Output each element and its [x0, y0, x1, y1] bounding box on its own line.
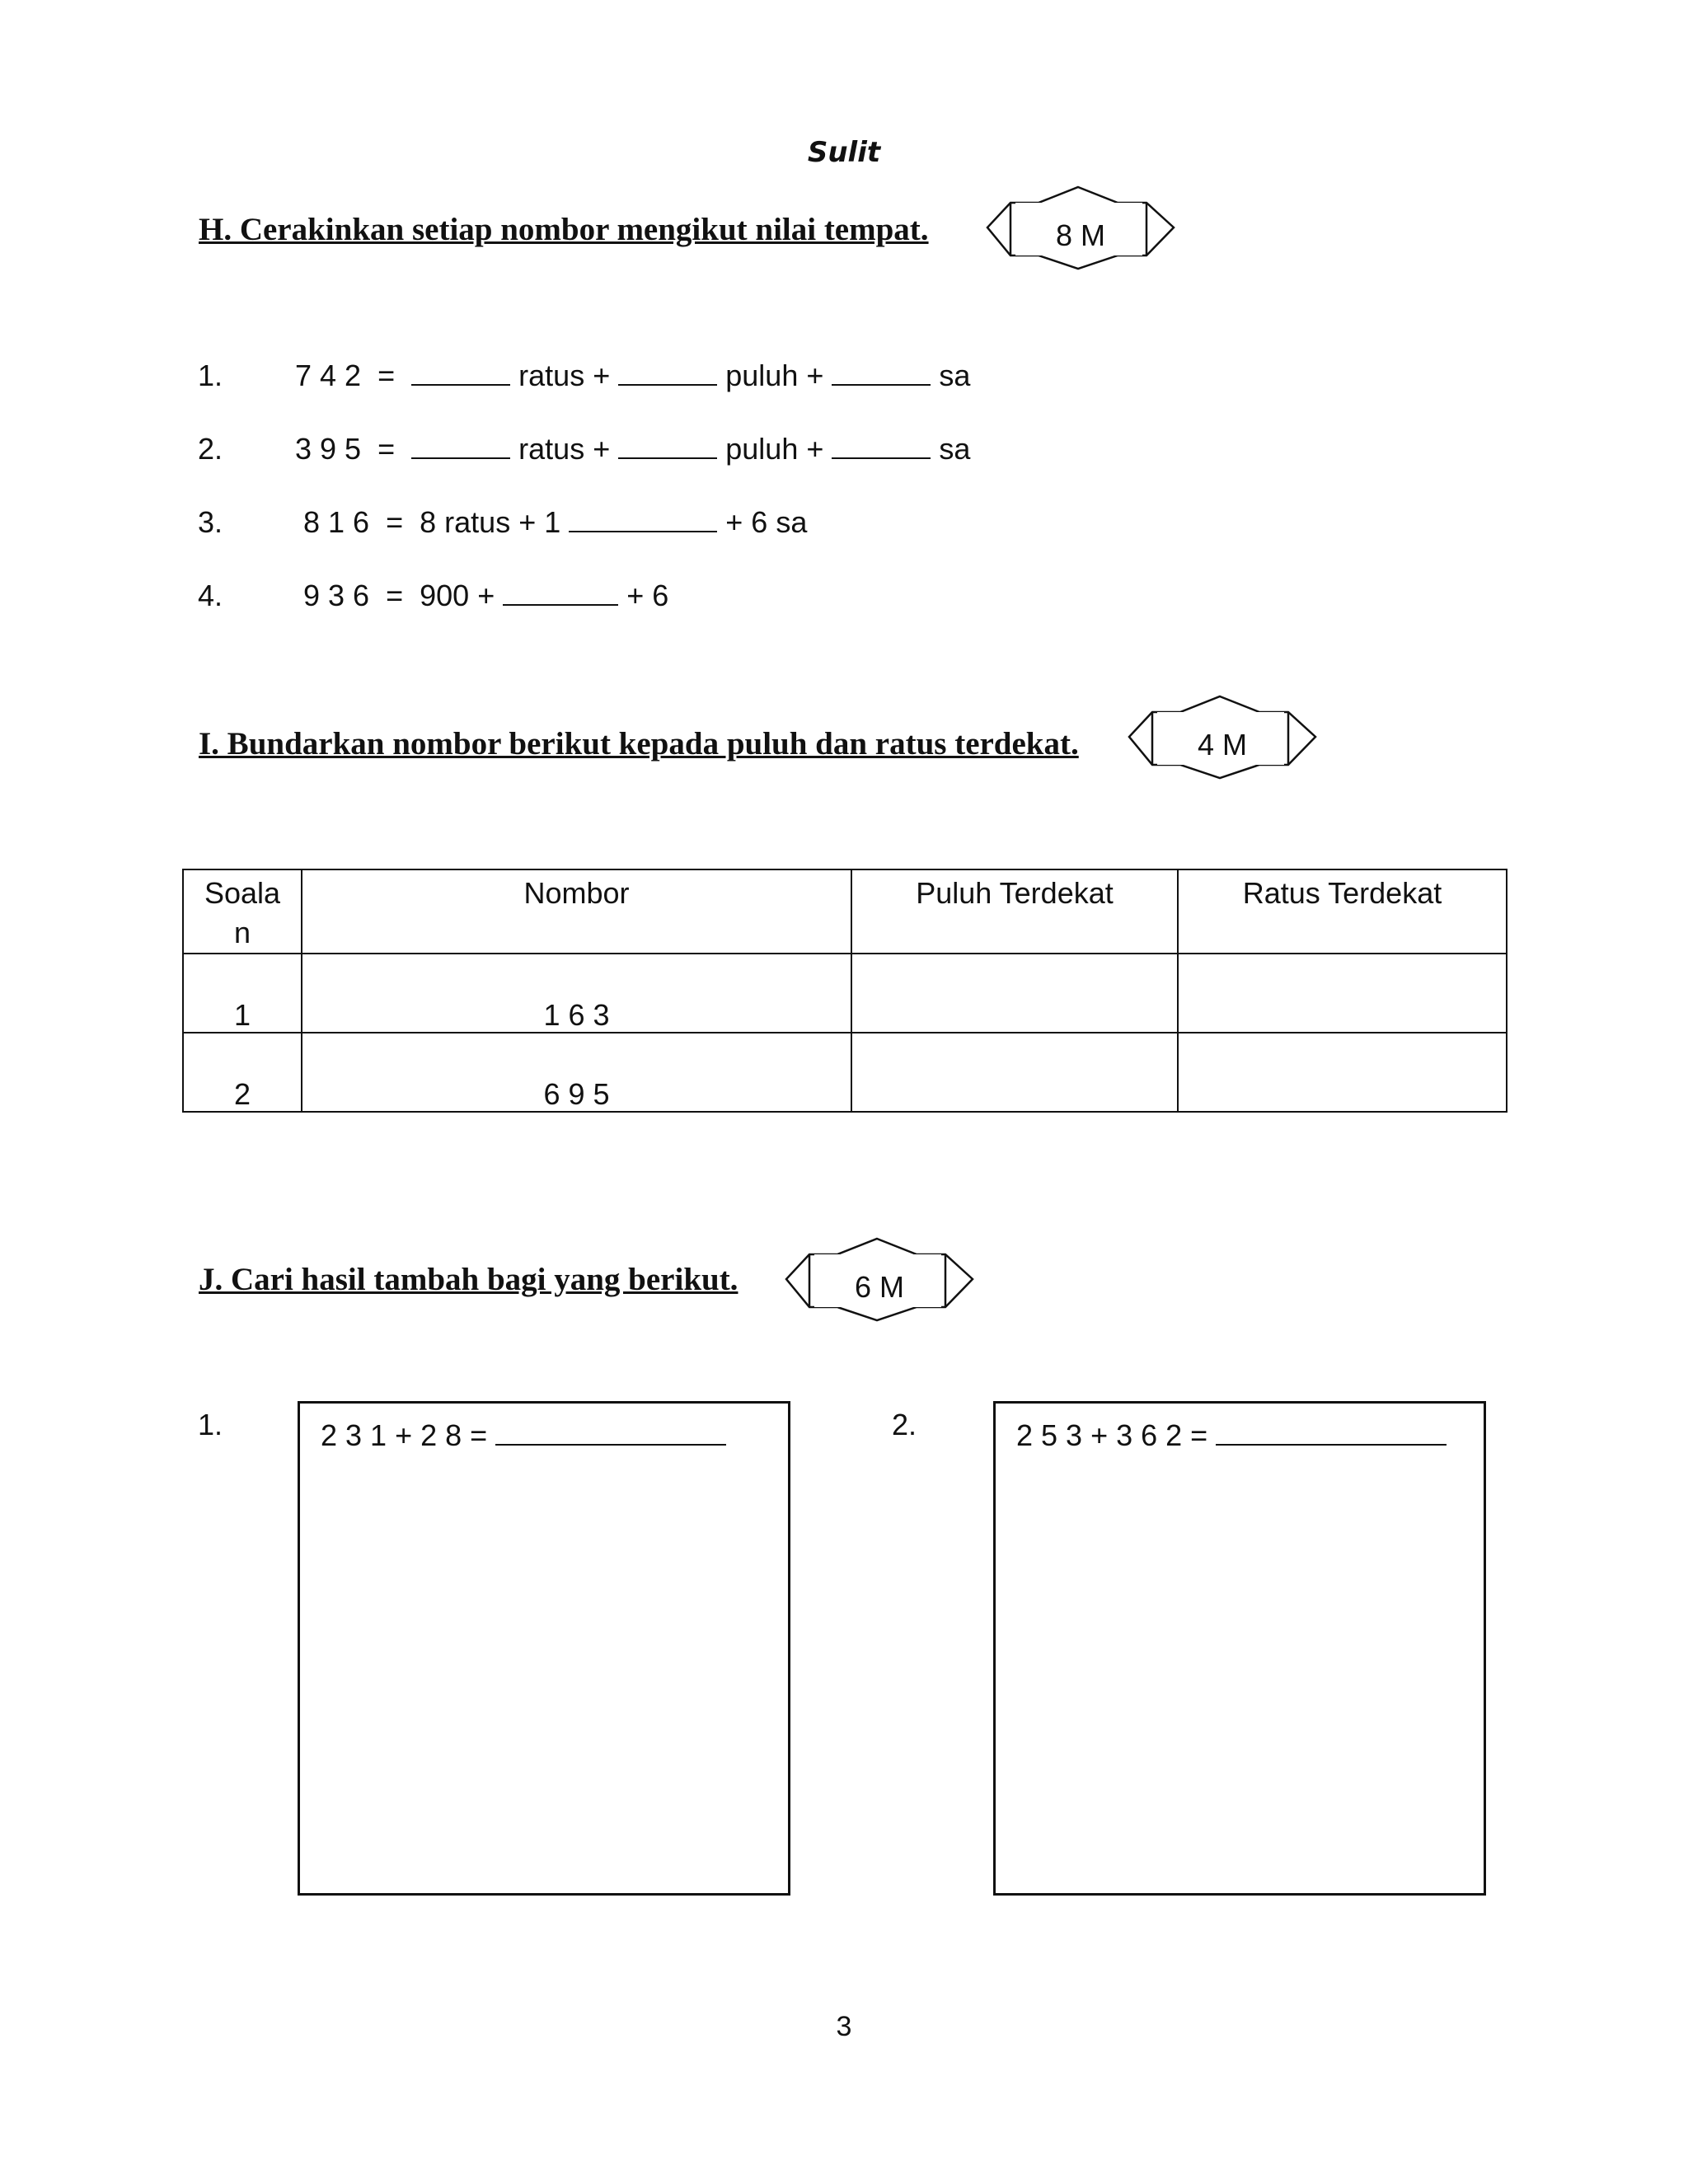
section-j-marks: 6 M: [854, 1270, 904, 1304]
cell-puluh-answer[interactable]: [851, 1033, 1178, 1112]
question-number: 1.: [198, 1408, 223, 1441]
section-i-marks: 4 M: [1197, 728, 1247, 762]
equals-sign: =: [386, 579, 404, 612]
rounding-table: [182, 869, 1507, 1113]
answer-blank[interactable]: [832, 433, 931, 459]
question-line: [303, 505, 807, 540]
place-label: ratus +: [518, 359, 611, 392]
header-puluh-terdekat: Puluh Terdekat: [851, 869, 1178, 954]
cell-puluh-answer[interactable]: [851, 954, 1178, 1033]
question-number-value: 7 4 2: [295, 359, 362, 392]
section-i-marks-badge: [1128, 694, 1317, 785]
question-line: [303, 579, 668, 613]
answer-blank[interactable]: [569, 506, 717, 532]
section-h-title: H. Cerakinkan setiap nombor mengikut nilai tempat.: [199, 212, 929, 247]
addition-equation: 2 3 1 + 2 8 =: [321, 1418, 726, 1453]
place-label: puluh +: [725, 432, 824, 466]
table-header-row: [183, 869, 1507, 954]
answer-blank[interactable]: [411, 359, 510, 386]
question-number-value: 8 1 6: [303, 505, 370, 539]
equals-sign: =: [386, 505, 404, 539]
answer-blank[interactable]: [411, 433, 510, 459]
question-lead: 8 ratus + 1: [420, 505, 561, 539]
header-ratus-terdekat: Ratus Terdekat: [1178, 869, 1507, 954]
table-row: [183, 1033, 1507, 1112]
question-tail: + 6 sa: [725, 505, 808, 539]
header-soalan: Soalan: [183, 869, 302, 954]
header-nombor: Nombor: [302, 869, 851, 954]
answer-blank[interactable]: [832, 359, 931, 386]
cell-ratus-answer[interactable]: [1178, 954, 1507, 1033]
question-line: [295, 432, 970, 466]
answer-blank[interactable]: [618, 433, 717, 459]
question-number-value: 9 3 6: [303, 579, 370, 612]
equals-sign: =: [377, 432, 396, 466]
place-label: ratus +: [518, 432, 611, 466]
cell-nombor: 1 6 3: [302, 954, 851, 1033]
question-number-value: 3 9 5: [295, 432, 362, 466]
cell-soalan: 2: [183, 1033, 302, 1112]
question-tail: + 6: [626, 579, 669, 612]
answer-blank[interactable]: [618, 359, 717, 386]
working-box[interactable]: [298, 1401, 790, 1896]
question-number: 4.: [198, 579, 223, 612]
cell-nombor: 6 9 5: [302, 1033, 851, 1112]
answer-blank[interactable]: [495, 1419, 726, 1446]
place-label: puluh +: [725, 359, 824, 392]
place-label: sa: [939, 359, 971, 392]
addition-equation: 2 5 3 + 3 6 2 =: [1016, 1418, 1447, 1453]
section-h-marks: 8 M: [1055, 218, 1105, 252]
section-i-title: I. Bundarkan nombor berikut kepada puluh dan ratus terdekat.: [199, 726, 1079, 762]
confidential-label: Sulit: [807, 136, 881, 169]
question-line: [295, 359, 970, 393]
section-j-marks-badge: [785, 1236, 974, 1327]
question-number: 3.: [198, 505, 223, 539]
question-number: 1.: [198, 359, 223, 392]
section-j-title: J. Cari hasil tambah bagi yang berikut.: [199, 1262, 738, 1297]
equals-sign: =: [377, 359, 396, 392]
answer-blank[interactable]: [1216, 1419, 1447, 1446]
cell-soalan: 1: [183, 954, 302, 1033]
question-number: 2.: [892, 1408, 917, 1441]
question-lead: 900 +: [420, 579, 495, 612]
page-number: 3: [836, 2011, 852, 2042]
place-label: sa: [939, 432, 971, 466]
question-number: 2.: [198, 432, 223, 466]
table-row: [183, 954, 1507, 1033]
section-h-marks-badge: [986, 185, 1175, 275]
working-box[interactable]: [993, 1401, 1486, 1896]
answer-blank[interactable]: [503, 579, 618, 606]
cell-ratus-answer[interactable]: [1178, 1033, 1507, 1112]
